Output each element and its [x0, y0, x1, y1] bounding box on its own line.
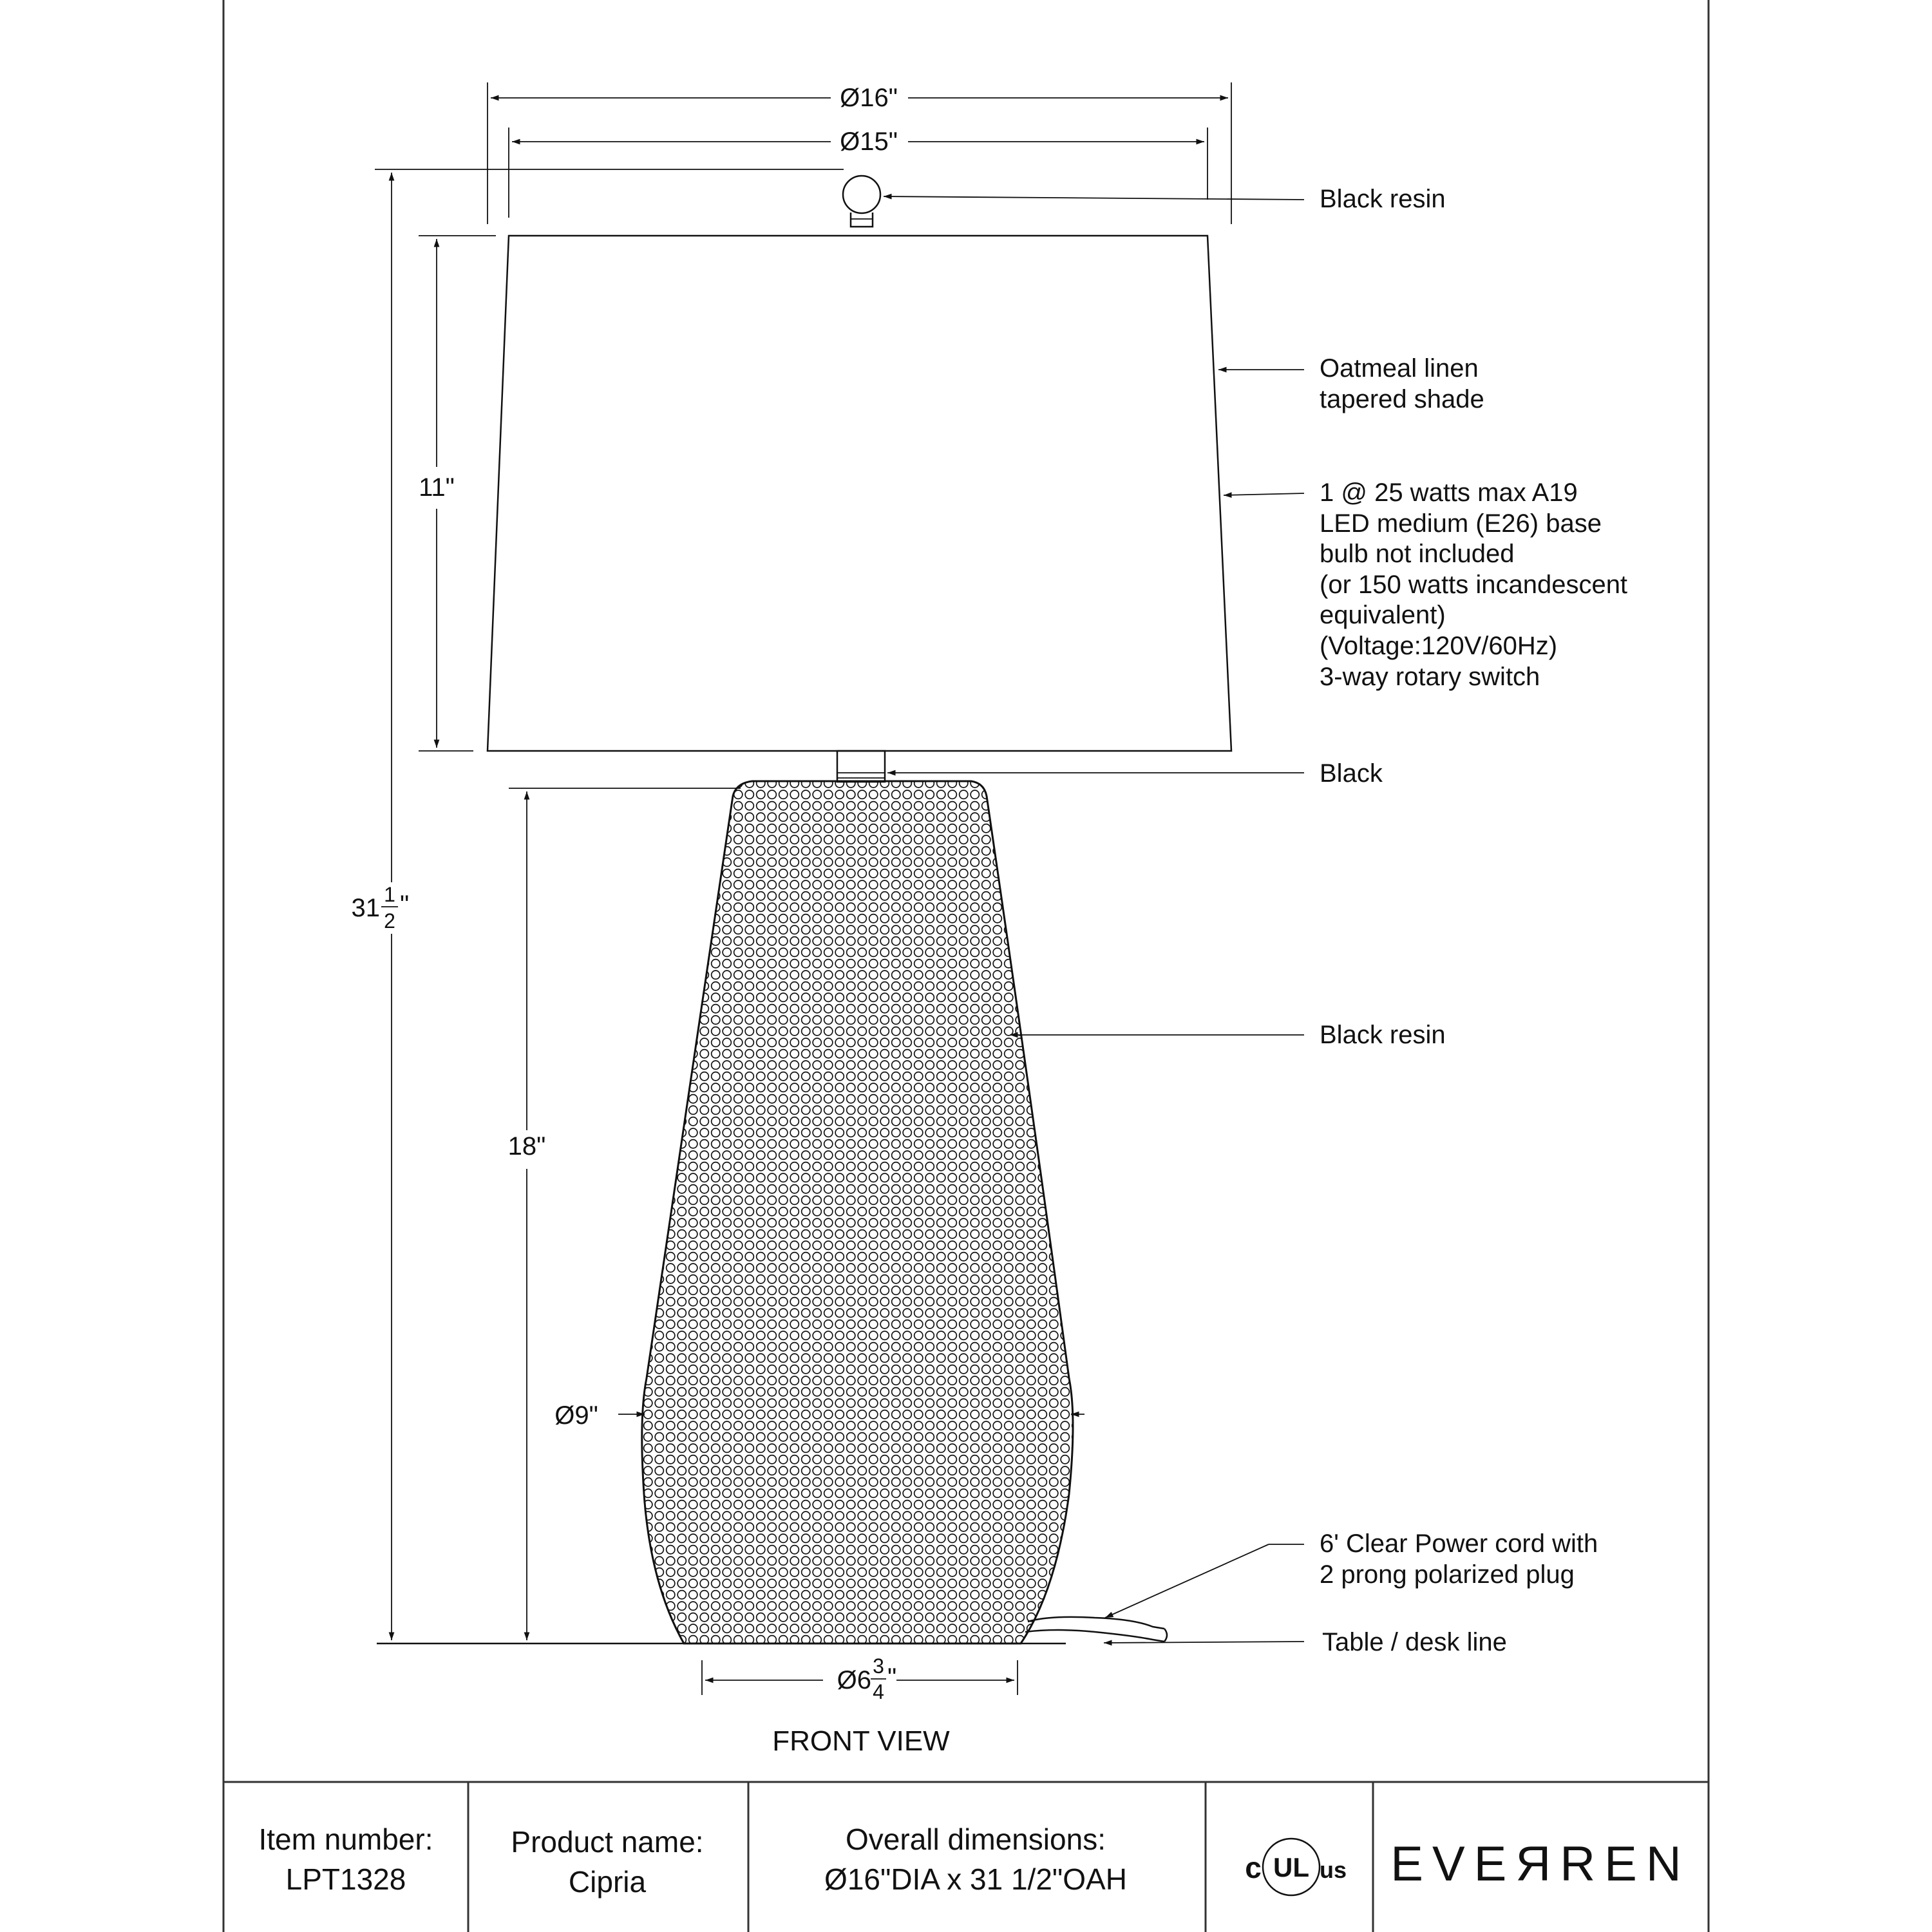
neck [837, 751, 885, 782]
svg-text:4: 4 [873, 1680, 884, 1703]
dim-shade-height: 11" [419, 473, 455, 502]
callout-bulb-line-4: (or 150 watts incandescent [1320, 571, 1628, 599]
lamp-drawing [377, 176, 1231, 1643]
callout-bulb-line-6: (Voltage:120V/60Hz) [1320, 632, 1558, 660]
callout-bulb-line-1: 1 @ 25 watts max A19 [1320, 478, 1578, 507]
item-number-label: Item number: [258, 1823, 433, 1856]
callout-shade-line-1: Oatmeal linen [1320, 354, 1479, 383]
callout-neck: Black [1320, 759, 1383, 788]
callout-bulb-line-7: 3-way rotary switch [1320, 663, 1540, 691]
callout-bulb-line-3: bulb not included [1320, 540, 1515, 568]
callout-finial: Black resin [1320, 185, 1446, 213]
svg-text:1: 1 [384, 883, 395, 906]
svg-text:Ø6: Ø6 [837, 1666, 871, 1694]
callout-cord-line-1: 6' Clear Power cord with [1320, 1530, 1598, 1558]
product-name: Cipria [568, 1865, 647, 1899]
finial [843, 176, 880, 227]
svg-text:UL: UL [1273, 1852, 1309, 1882]
view-label: FRONT VIEW [772, 1725, 950, 1757]
power-cord [1025, 1617, 1167, 1642]
svg-text:": " [400, 891, 410, 919]
dim-base-height: 18" [507, 1132, 546, 1160]
callout-texts [1320, 185, 1627, 1656]
svg-text:31: 31 [351, 894, 380, 922]
dimensions-value: Ø16"DIA x 31 1/2"OAH [824, 1862, 1127, 1896]
lampshade [488, 236, 1231, 751]
dimensions-label: Overall dimensions: [846, 1823, 1106, 1856]
callout-cord-line-2: 2 prong polarized plug [1320, 1560, 1575, 1589]
dim-shade-outer-diameter: Ø16" [840, 84, 898, 112]
svg-text:2: 2 [384, 909, 395, 933]
item-number: LPT1328 [285, 1862, 406, 1896]
svg-text:": " [887, 1663, 897, 1692]
product-name-label: Product name: [511, 1825, 704, 1859]
svg-text:us: us [1319, 1857, 1347, 1883]
callout-body: Black resin [1320, 1021, 1446, 1049]
svg-text:c: c [1245, 1851, 1262, 1884]
title-block [259, 1782, 1690, 1932]
dim-base-diameter: Ø9" [554, 1401, 598, 1430]
brand-logo: EVEЯREN [1390, 1837, 1690, 1891]
lamp-base-body [642, 781, 1073, 1643]
dim-foot-diameter [837, 1654, 897, 1703]
callout-bulb-line-2: LED medium (E26) base [1320, 509, 1602, 538]
callout-table-line: Table / desk line [1322, 1628, 1507, 1656]
svg-text:3: 3 [873, 1654, 884, 1678]
callout-shade-line-2: tapered shade [1320, 385, 1484, 413]
ul-certification-icon [1245, 1839, 1347, 1895]
dim-overall-height [352, 883, 410, 933]
callout-bulb-line-5: equivalent) [1320, 601, 1446, 629]
dim-shade-inner-diameter: Ø15" [840, 128, 898, 156]
